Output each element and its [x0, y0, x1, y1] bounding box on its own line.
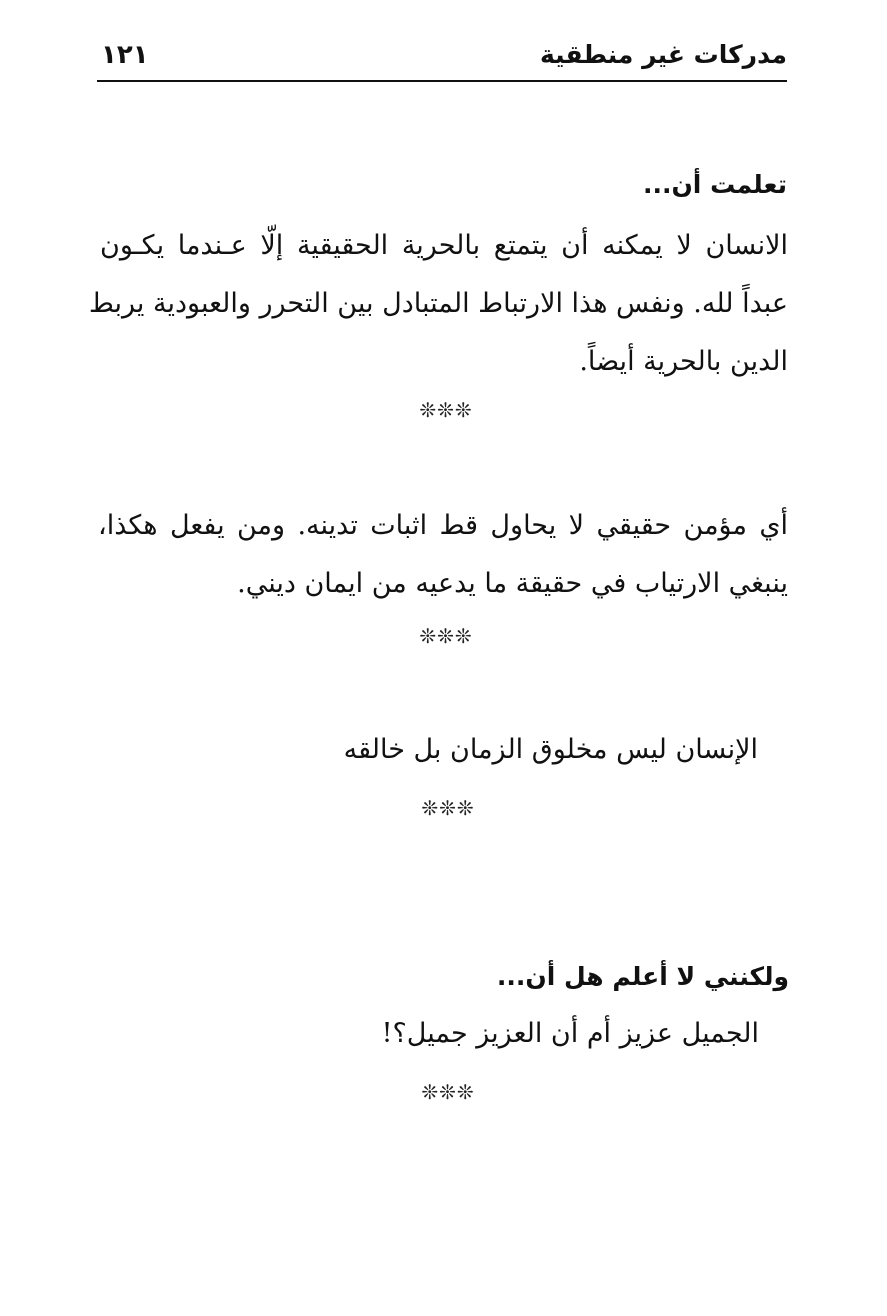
section-heading-learned: تعلمت أن... [642, 170, 787, 199]
page-header [97, 38, 787, 82]
paragraph-beauty [382, 1005, 759, 1063]
section-heading-dont-know: ولكنني لا أعلم هل أن... [496, 962, 789, 991]
section-separator: ❊❊❊ [421, 796, 475, 820]
paragraph-believer [98, 497, 788, 613]
section-separator: ❊❊❊ [419, 624, 473, 648]
paragraph-line: الدين بالحرية أيضاً. [579, 346, 788, 377]
paragraph-line: أي مؤمن حقيقي لا يحاول قط اثبات تدينه. ومن يفعل هكذا، [98, 510, 788, 541]
paragraph-line: عبداً لله. ونفس هذا الارتباط المتبادل بين التحرر والعبودية يربط [88, 288, 788, 319]
page-number: ١٢١ [101, 40, 149, 70]
paragraph-line: ينبغي الارتياب في حقيقة ما يدعيه من ايمان ديني. [237, 568, 788, 599]
running-title: مدركات غير منطقية [540, 40, 787, 69]
section-separator: ❊❊❊ [421, 1080, 475, 1104]
paragraph-line: الجميل عزيز أم أن العزيز جميل؟! [381, 1018, 759, 1049]
paragraph-line: الإنسان ليس مخلوق الزمان بل خالقه [343, 734, 758, 765]
paragraph-time [344, 721, 758, 779]
paragraph-line: الانسان لا يمكنه أن يتمتع بالحرية الحقيقية إلّا عـندما يكـون [100, 230, 788, 261]
section-separator: ❊❊❊ [419, 398, 473, 422]
paragraph-freedom [88, 217, 788, 391]
